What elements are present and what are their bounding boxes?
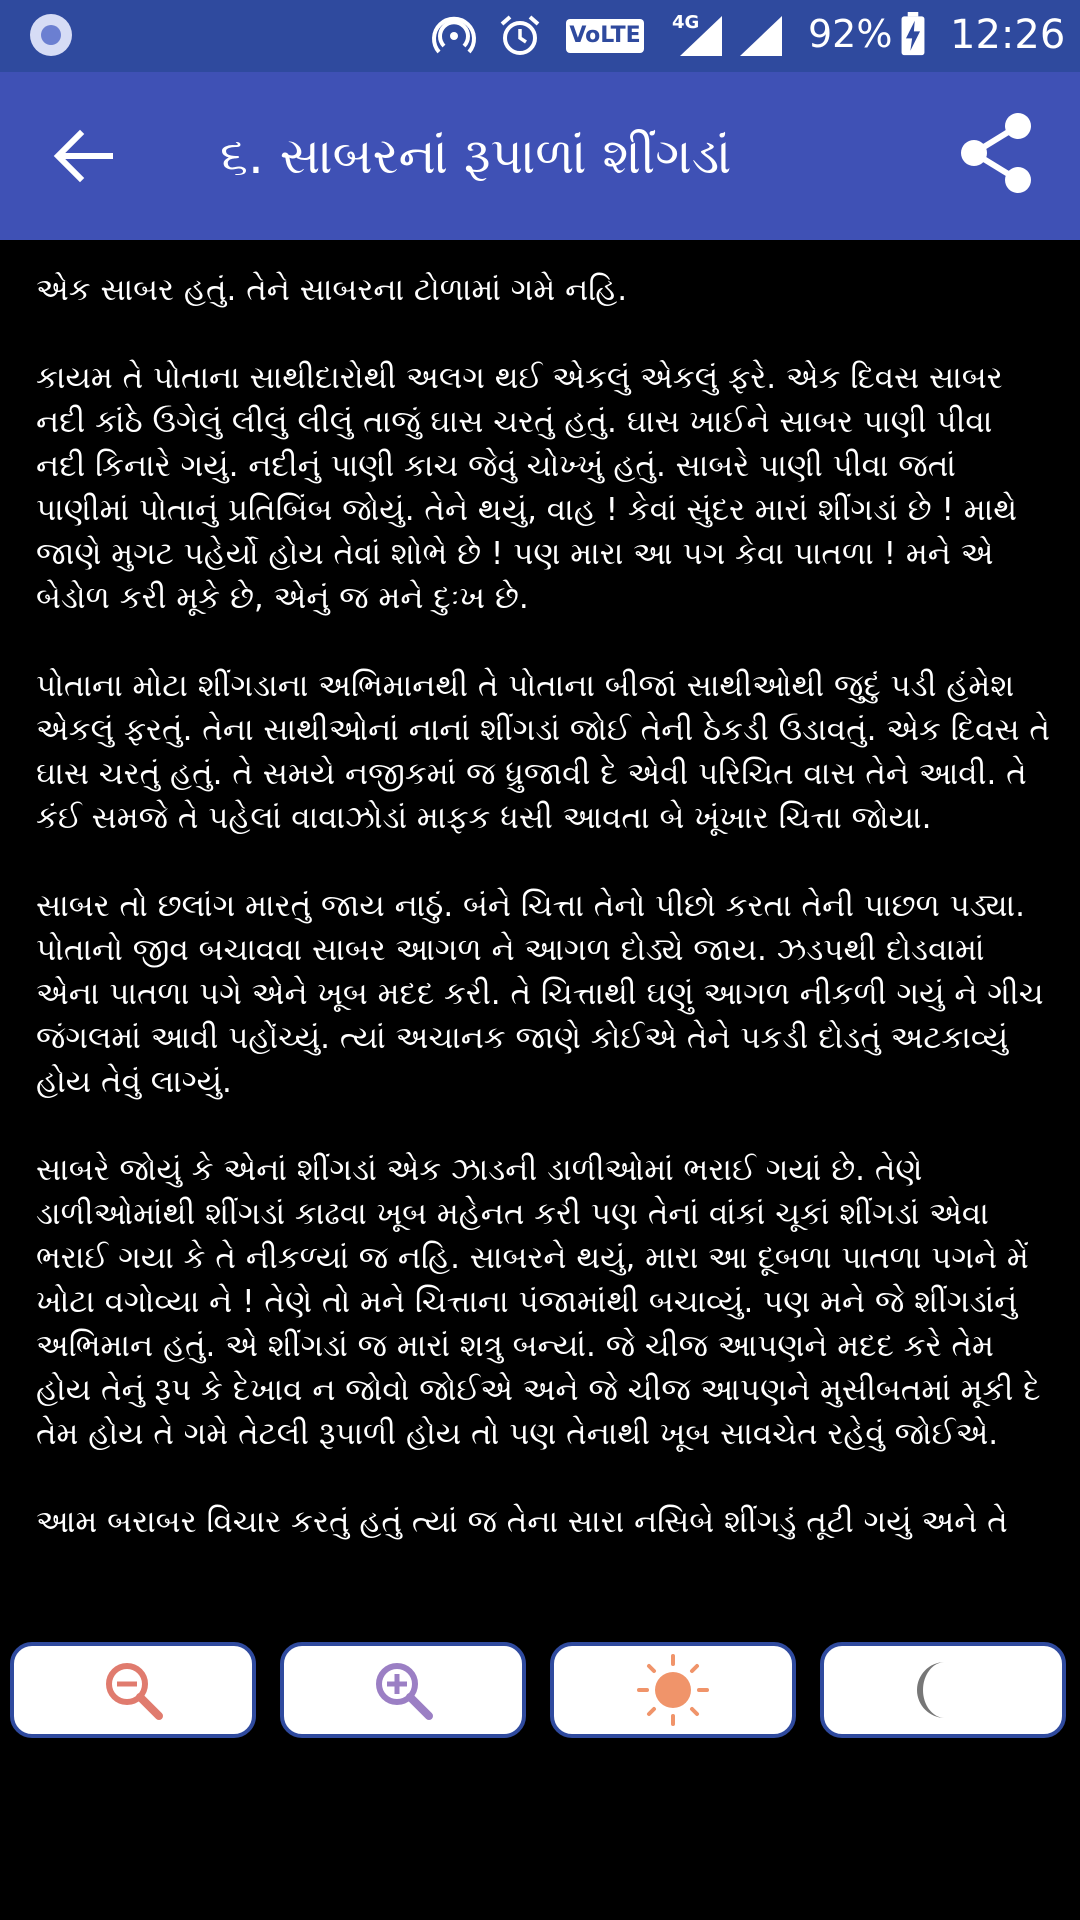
battery-percent: 92% bbox=[808, 12, 893, 56]
clock: 12:26 bbox=[950, 12, 1066, 58]
zoom-out-button[interactable] bbox=[10, 1642, 256, 1738]
story-paragraph: એક સાબર હતું. તેને સાબરના ટોળામાં ગમે નહિ. bbox=[36, 272, 628, 308]
signal-icon bbox=[676, 14, 726, 58]
hotspot-icon bbox=[430, 14, 478, 58]
story-paragraph: આમ બરાબર વિચાર કરતું હતું ત્યાં જ તેના સારા નસિબે શીંગડું તૂટી ગયું અને તે bbox=[36, 1504, 1008, 1540]
light-mode-button[interactable] bbox=[550, 1642, 796, 1738]
dark-mode-icon bbox=[911, 1658, 975, 1722]
zoom-in-icon bbox=[371, 1658, 435, 1722]
page-title: ૬. સાબરનાં રૂપાળાં શીંગડાં bbox=[220, 127, 732, 185]
app-toolbar bbox=[0, 72, 1080, 240]
arrow-back-icon[interactable] bbox=[50, 128, 114, 184]
story-paragraph: સાબરે જોયું કે એનાં શીંગડાં એક ઝાડની ડાળીઓમાં ભરાઈ ગયાં છે. તેણે ડાળીઓમાંથી શીંગડાં કાઢવા ખૂબ મહેનત કરી પણ તેનાં વાંકાં ચૂકાં શીંગડાં એવા ભરાઈ ગયા કે તે નીકળ્યાં જ નહિ. સાબરને થયું, મારા આ દૂબળા પાતળા પગને મેં ખોટા વગોવ્યા ને ! તેણે તો મને ચિત્તાના પંજામાંથી બચાવ્યું. પણ મને જે શીંગડાંનું અભિમાન હતું. એ શીંગડાં જ મારાં શત્રુ બન્યાં. જે ચીજ આપણને મદદ કરે તેમ હોય તેનું રૂપ કે દેખાવ ન જોવો જોઈએ અને જે ચીજ આપણને મુસીબતમાં મૂકી દે તેમ હોય તે ગમે તેટલી રૂપાળી હોય તો પણ તેનાથી ખૂબ સાવચેત રહેવું જોઈએ. bbox=[36, 1152, 1041, 1452]
signal-icon bbox=[736, 14, 786, 58]
story-paragraph: સાબર તો છલાંગ મારતું જાય નાઠું. બંને ચિત્તા તેનો પીછો કરતા તેની પાછળ પડ્યા. પોતાનો જીવ બચાવવા સાબર આગળ ને આગળ દોડ્યે જાય. ઝડપથી દોડવામાં એના પાતળા પગે એને ખૂબ મદદ કરી. તે ચિત્તાથી ઘણું આગળ નીકળી ગયું ને ગીચ જંગલમાં આવી પહોંચ્યું. ત્યાં અચાનક જાણે કોઈએ તેને પકડી દોડતું અટકાવ્યું હોય તેવું લાગ્યું. bbox=[36, 888, 1044, 1100]
light-mode-icon bbox=[635, 1652, 711, 1728]
battery-charging-icon bbox=[898, 12, 928, 56]
dark-mode-button[interactable] bbox=[820, 1642, 1066, 1738]
app-icon bbox=[30, 14, 72, 56]
status-bar bbox=[0, 0, 1080, 72]
story-paragraph: કાયમ તે પોતાના સાથીદારોથી અલગ થઈ એકલું એકલું ફરે. એક દિવસ સાબર નદી કાંઠે ઉગેલું લીલું લીલું તાજું ઘાસ ચરતું હતું. ઘાસ ખાઈને સાબર પાણી પીવા નદી કિનારે ગયું. નદીનું પાણી કાચ જેવું ચોખ્ખું હતું. સાબરે પાણી પીવા જતાં પાણીમાં પોતાનું પ્રતિબિંબ જોયું. તેને થયું, વાહ ! કેવાં સુંદર મારાં શીંગડાં છે ! માથે જાણે મુગટ પહેર્યો હોય તેવાં શોભે છે ! પણ મારા આ પગ કેવા પાતળા ! મને એ બેડોળ કરી મૂકે છે, એનું જ મને દુઃખ છે. bbox=[36, 360, 1018, 616]
alarm-icon bbox=[496, 14, 544, 58]
volte-badge: VoLTE bbox=[566, 19, 644, 53]
share-icon[interactable] bbox=[958, 112, 1034, 194]
reader-controls bbox=[0, 1642, 1080, 1744]
story-paragraph: પોતાના મોટા શીંગડાના અભિમાનથી તે પોતાના બીજાં સાથીઓથી જુદું પડી હંમેશ એકલું ફરતું. તેના સાથીઓનાં નાનાં શીંગડાં જોઈ તેની ઠેકડી ઉડાવતું. એક દિવસ તે ઘાસ ચરતું હતું. તે સમયે નજીકમાં જ ધ્રુજાવી દે એવી પરિચિત વાસ તેને આવી. તે કંઈ સમજે તે પહેલાં વાવાઝોડાં માફક ધસી આવતા બે ખૂંખાર ચિત્તા જોયા. bbox=[36, 668, 1050, 836]
zoom-in-button[interactable] bbox=[280, 1642, 526, 1738]
network-type-label: 4G bbox=[672, 12, 700, 33]
zoom-out-icon bbox=[101, 1658, 165, 1722]
story-content[interactable] bbox=[36, 268, 1050, 1620]
